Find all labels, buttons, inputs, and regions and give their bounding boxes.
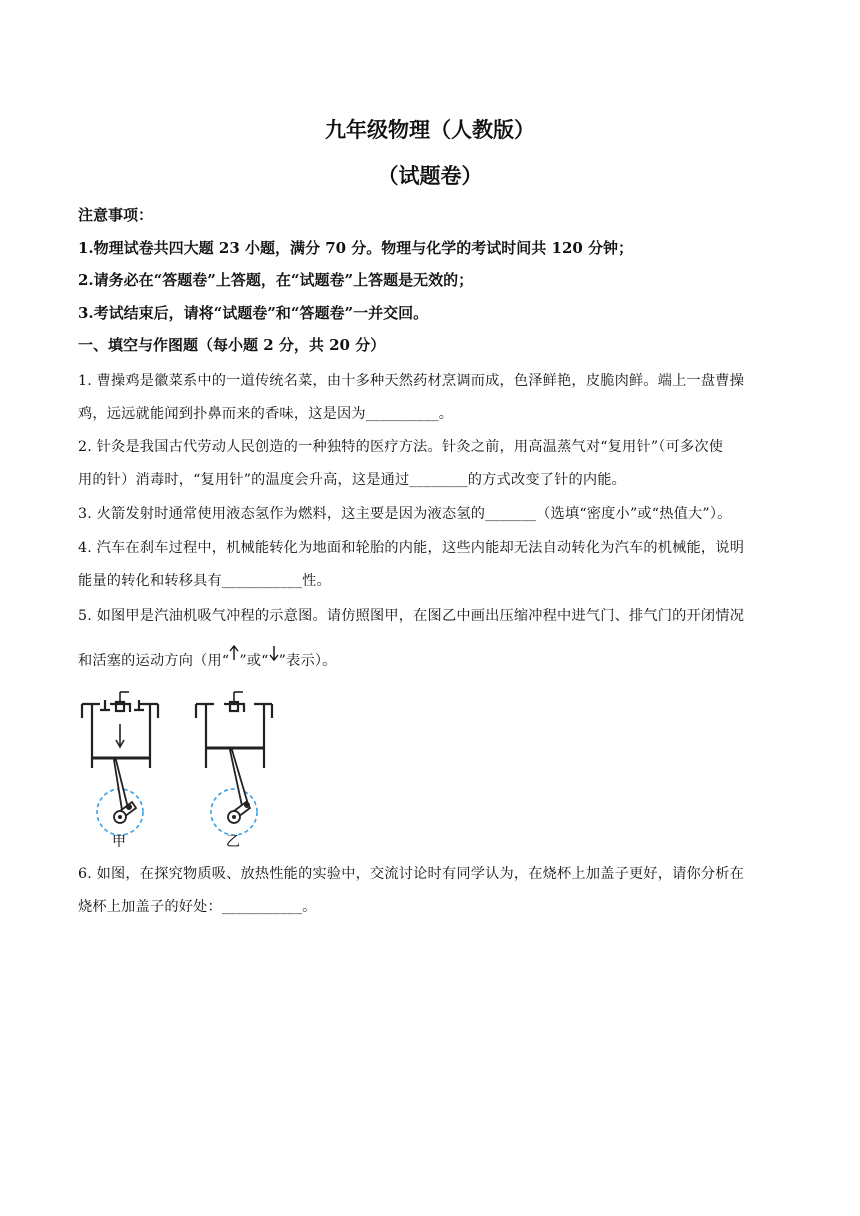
question-5-text-a: 和活塞的运动方向（用“: [78, 653, 230, 669]
notice-item-3: 3.考试结束后，请将“试题卷”和“答题卷”一并交回。: [78, 304, 429, 322]
engine-figure: [76, 686, 286, 856]
question-3-line-1: 3. 火箭发射时通常使用液态氢作为燃料，这主要是因为液态氢的_______（选填“密度小”或“热值大”）。: [78, 506, 732, 522]
figure-label-b: 乙: [226, 834, 240, 850]
question-5-line-2: [78, 643, 784, 675]
page-subtitle: （试题卷）: [377, 163, 483, 188]
engine-diagram-b: [196, 692, 272, 835]
question-5-line-1: 5. 如图甲是汽油机吸气冲程的示意图。请仿照图甲，在图乙中画出压缩冲程中进气门、排气门的开闭情况: [78, 608, 745, 624]
up-arrow-icon: [229, 643, 239, 671]
notice-heading: 注意事项：: [78, 206, 154, 224]
figure-label-a: 甲: [112, 834, 126, 850]
engine-diagram-a: [82, 692, 158, 835]
notice-item-2: 2.请务必在“答题卷”上答题，在“试题卷”上答题是无效的；: [78, 271, 474, 289]
question-5-text-c: ”表示）。: [278, 653, 337, 669]
page-title: 九年级物理（人教版）: [325, 117, 535, 142]
question-5-text-b: ”或“: [239, 653, 269, 669]
question-4-line-1: 4. 汽车在刹车过程中，机械能转化为地面和轮胎的内能，这些内能却无法自动转化为汽车的机械能，说明: [78, 540, 745, 556]
question-2-line-2: 用的针）消毒时，“复用针”的温度会升高，这是通过________的方式改变了针的内能。: [78, 472, 627, 488]
notice-item-1: 1.物理试卷共四大题 23 小题，满分 70 分。物理与化学的考试时间共 120 分钟；: [78, 239, 634, 257]
question-1-line-1: 1. 曹操鸡是徽菜系中的一道传统名菜，由十多种天然药材烹调而成，色泽鲜艳，皮脆肉鲜。端上一盘曹操: [78, 373, 745, 389]
question-2-line-1: 2. 针灸是我国古代劳动人民创造的一种独特的医疗方法。针灸之前，用高温蒸气对“复用针”（可多次使: [78, 439, 724, 455]
question-1-line-2: 鸡，远远就能闻到扑鼻而来的香味，这是因为__________。: [78, 406, 454, 422]
section-heading: 一、填空与作图题（每小题 2 分，共 20 分）: [78, 336, 386, 354]
question-6-line-2: 烧杯上加盖子的好处：___________。: [78, 899, 317, 915]
down-arrow-icon: [269, 643, 279, 671]
question-6-line-1: 6. 如图，在探究物质吸、放热性能的实验中，交流讨论时有同学认为，在烧杯上加盖子更好，请你分析在: [78, 866, 745, 882]
question-4-line-2: 能量的转化和转移具有___________性。: [78, 573, 331, 589]
